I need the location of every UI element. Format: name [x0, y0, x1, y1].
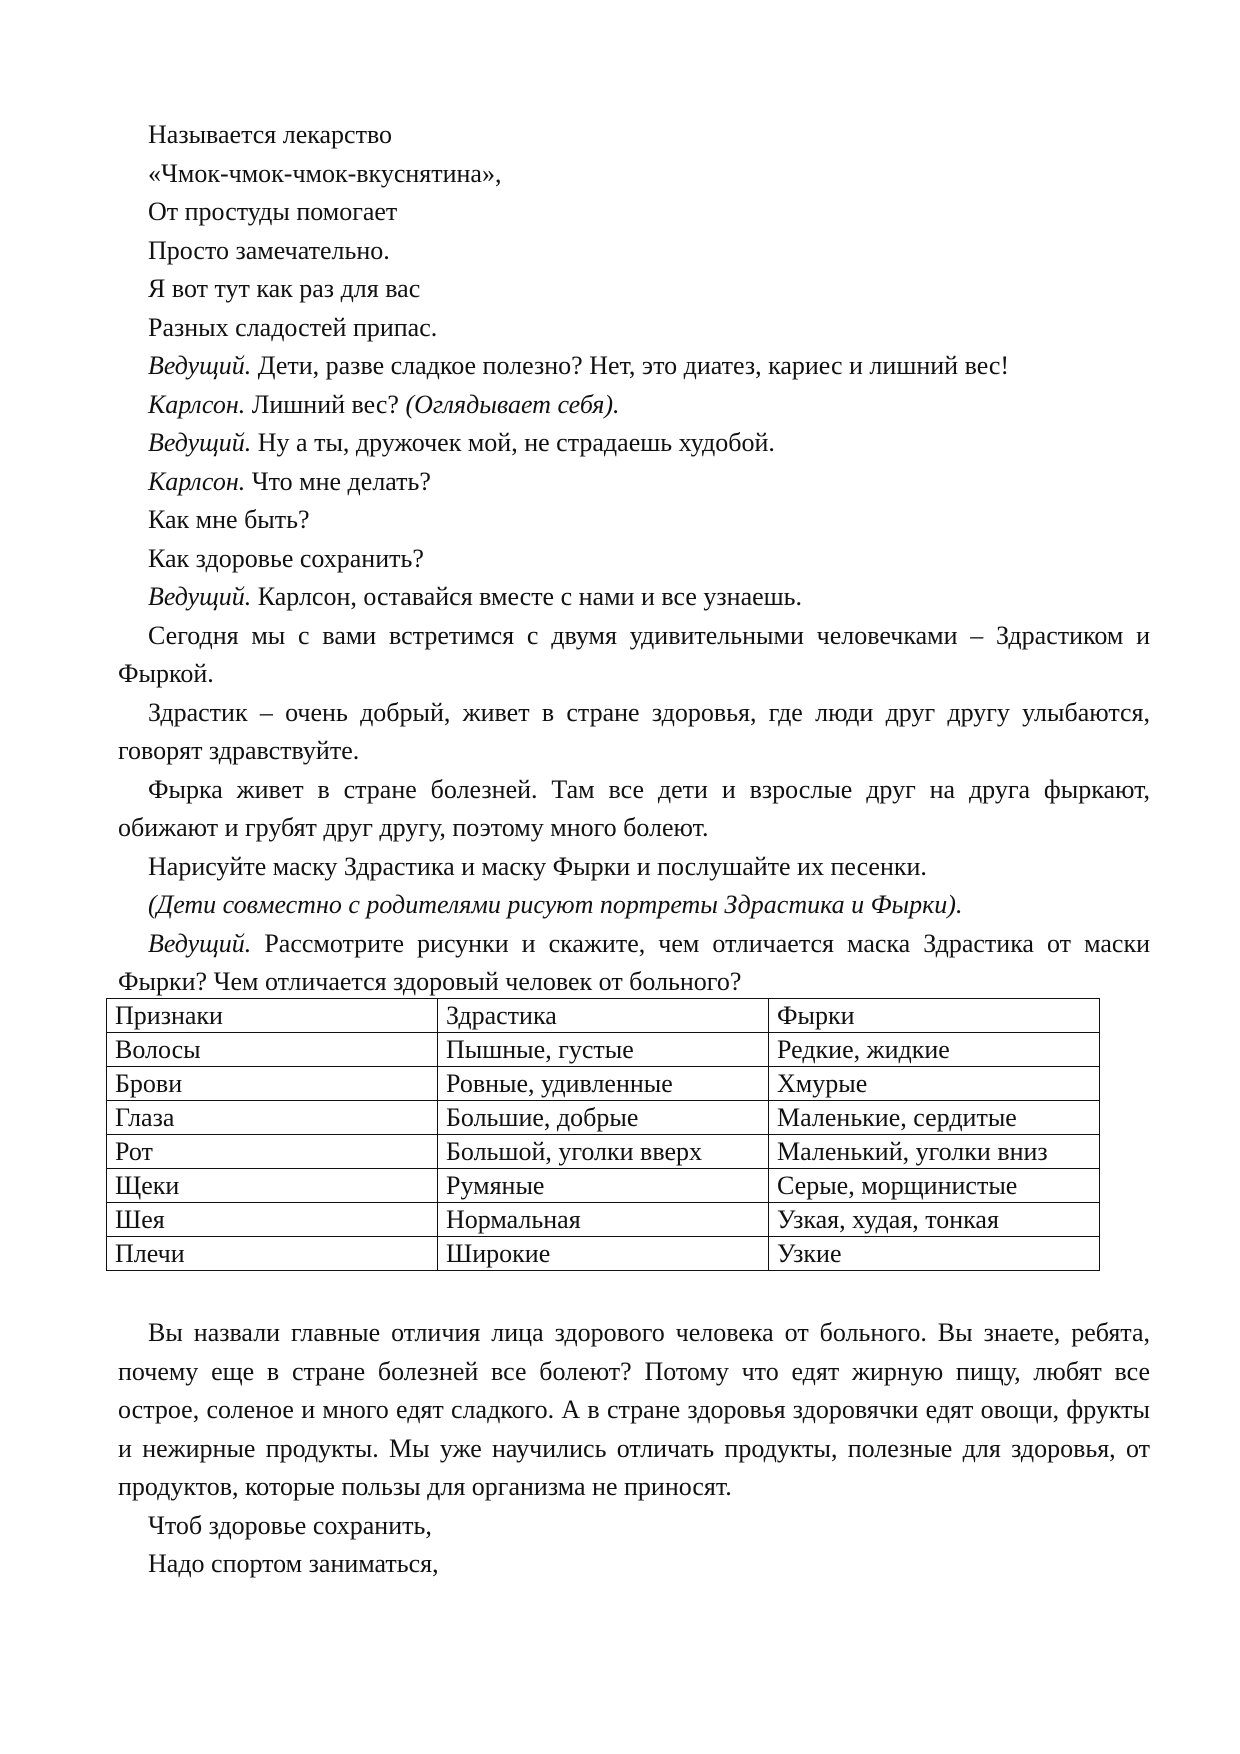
speaker-name: Карлсон. — [148, 389, 246, 419]
lower-text-section — [118, 1314, 1150, 1584]
verse-line: Как мне быть? — [148, 505, 310, 534]
table-cell: Маленькие, сердитые — [769, 1101, 1100, 1135]
stage-direction: (Дети совместно с родителями рисуют портреты Здрастика и Фырки). — [148, 890, 963, 919]
speech-text: Карлсон, оставайся вместе с нами и все узнаешь. — [251, 582, 803, 611]
upper-text-section — [118, 116, 1150, 1002]
header-cell: Фырки — [769, 999, 1100, 1033]
paragraph: Вы назвали главные отличия лица здорового человека от больного. Вы знаете, ребята, почему еще в стране болезней все болеют? Потому что едят жирную пищу, любят все острое, соленое и много едят сладкого. А в стране здоровья здоровячки едят овощи, фрукты и нежирные продукты. Мы уже научились отличать продукты, полезные для здоровья, от продуктов, которые пользы для организма не приносят. — [118, 1318, 1150, 1501]
table-row — [107, 1237, 1100, 1271]
speech-text: Что мне делать? — [245, 466, 431, 496]
table-cell: Большой, уголки вверх — [438, 1135, 769, 1169]
verse-line: Разных сладостей припас. — [148, 312, 438, 342]
verse-line: Я вот тут как раз для вас — [148, 274, 421, 303]
stage-direction: (Оглядывает себя). — [405, 389, 620, 419]
paragraph: Нарисуйте маску Здрастика и маску Фырки и послушайте их песенки. — [148, 851, 927, 881]
features-table — [106, 998, 1100, 1271]
speaker-name: Ведущий. — [148, 351, 252, 380]
table-cell: Шея — [107, 1203, 438, 1237]
dialogue-line — [118, 578, 1150, 617]
paragraph: Здрастик – очень добрый, живет в стране здоровья, где люди друг другу улыбаются, говорят здравствуйте. — [118, 697, 1150, 765]
table-cell: Плечи — [107, 1237, 438, 1271]
table-cell: Ровные, удивленные — [438, 1067, 769, 1101]
table-cell: Брови — [107, 1067, 438, 1101]
verse-line: От простуды помогает — [148, 197, 398, 226]
verse-line: Надо спортом заниматься, — [148, 1549, 439, 1578]
speech-text: Дети, разве сладкое полезно? Нет, это диатез, кариес и лишний вес! — [251, 351, 1010, 380]
table-cell: Нормальная — [438, 1203, 769, 1237]
table-cell: Рот — [107, 1135, 438, 1169]
table-cell: Румяные — [438, 1169, 769, 1203]
verse-line: Называется лекарство — [148, 120, 393, 149]
table-cell: Глаза — [107, 1101, 438, 1135]
verse-line: «Чмок-чмок-чмок-вкуснятина», — [148, 158, 502, 188]
table-row — [107, 1101, 1100, 1135]
speaker-name: Карлсон. — [148, 466, 246, 496]
table-cell: Хмурые — [769, 1067, 1100, 1101]
table-row — [107, 1067, 1100, 1101]
table-row — [107, 1203, 1100, 1237]
table-cell: Широкие — [438, 1237, 769, 1271]
speech-text: Лишний вес? — [245, 389, 406, 419]
paragraph: Фырка живет в стране болезней. Там все дети и взрослые друг на друга фыркают, обижают и грубят друг другу, поэтому много болеют. — [118, 774, 1150, 842]
dialogue-line — [118, 386, 1150, 425]
speaker-name: Ведущий. — [148, 582, 252, 611]
dialogue-line — [118, 463, 1150, 502]
verse-line: Просто замечательно. — [148, 235, 390, 265]
table-row — [107, 1169, 1100, 1203]
question-paragraph — [118, 925, 1150, 1002]
table-cell: Узкая, худая, тонкая — [769, 1203, 1100, 1237]
table-header-row — [107, 999, 1100, 1033]
table-cell: Узкие — [769, 1237, 1100, 1271]
table-cell: Большие, добрые — [438, 1101, 769, 1135]
speaker-name: Ведущий. — [148, 928, 252, 958]
verse-line: Как здоровье сохранить? — [148, 543, 424, 573]
table-row — [107, 1135, 1100, 1169]
table-cell: Волосы — [107, 1033, 438, 1067]
table-cell: Редкие, жидкие — [769, 1033, 1100, 1067]
table-row — [107, 1033, 1100, 1067]
verse-line: Чтоб здоровье сохранить, — [148, 1510, 432, 1540]
speech-text: Рассмотрите рисунки и скажите, чем отличается маска Здрастика от маски Фырки? Чем отличается здоровый человек от больного? — [118, 928, 1150, 996]
table-cell: Щеки — [107, 1169, 438, 1203]
header-cell: Здрастика — [438, 999, 769, 1033]
speaker-name: Ведущий. — [148, 428, 252, 457]
header-cell: Признаки — [107, 999, 438, 1033]
paragraph: Сегодня мы с вами встретимся с двумя удивительными человечками – Здрастиком и Фыркой. — [118, 620, 1150, 688]
table-cell: Пышные, густые — [438, 1033, 769, 1067]
dialogue-line — [118, 347, 1150, 386]
speech-text: Ну а ты, дружочек мой, не страдаешь худобой. — [251, 428, 775, 457]
table-body — [107, 999, 1100, 1271]
table-cell: Маленький, уголки вниз — [769, 1135, 1100, 1169]
dialogue-line — [118, 424, 1150, 463]
table-cell: Серые, морщинистые — [769, 1169, 1100, 1203]
